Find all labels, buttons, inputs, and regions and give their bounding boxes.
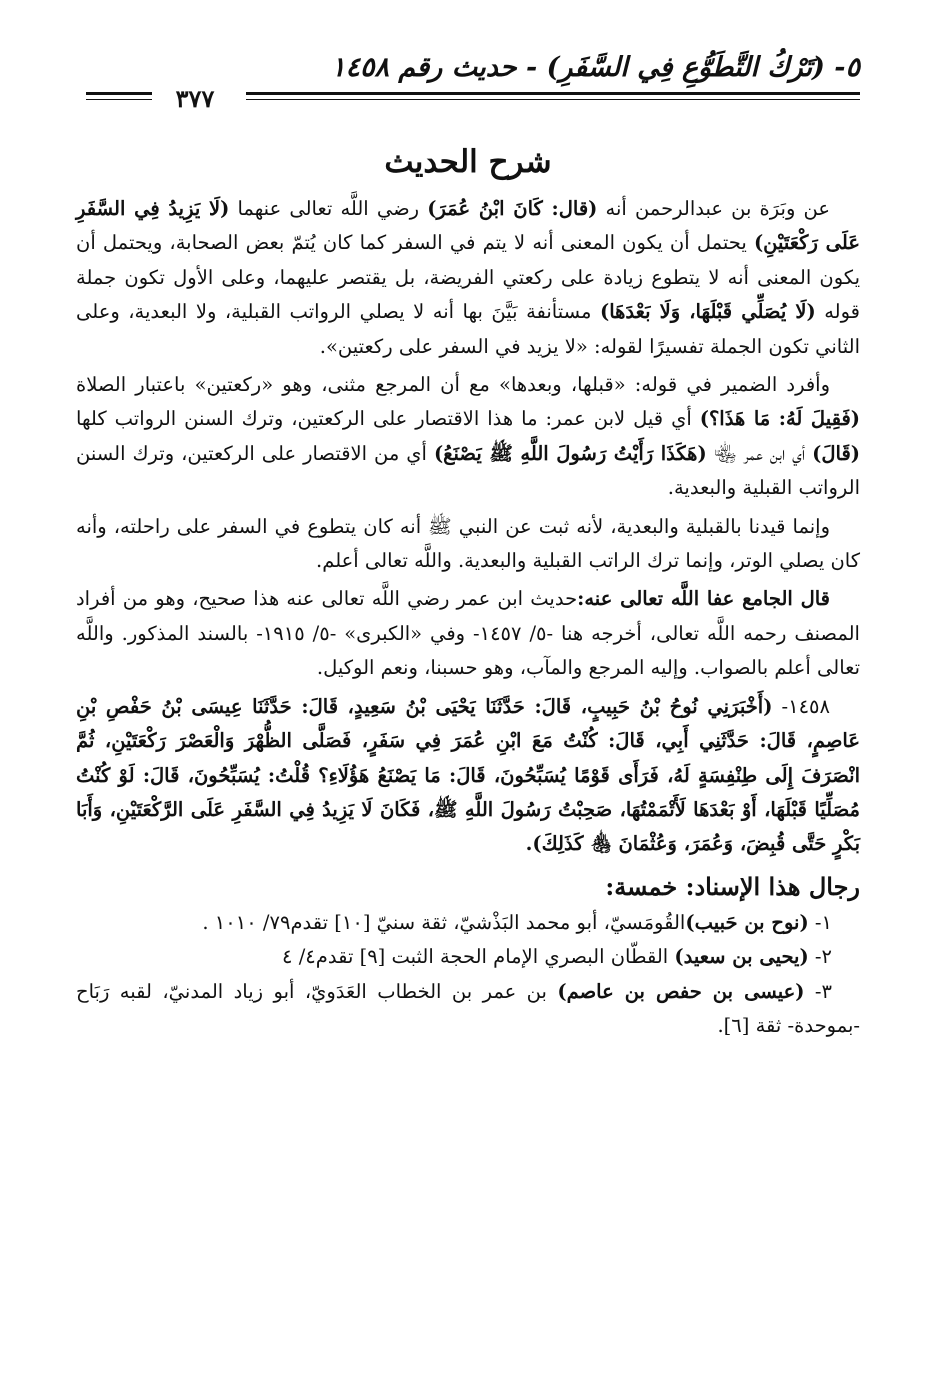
commentary-paragraph-3: وإنما قيدنا بالقبلية والبعدية، لأنه ثبت عن النبي ﷺ أنه كان يتطوع في السفر على راحلته، وأنه كان يصلي الوتر، وإنما ترك الراتب القبلية والبعدية. واللَّه تعالى أعلم. [76,514,860,573]
commentary-paragraph-1 [76,192,860,364]
narrator-details: القُومَسيّ، أبو محمد البَذْشيّ، ثقة سنيّ [١٠] تقدم٧٩/ ١٠١٠ . [202,910,686,934]
narrator-details: القطّان البصري الإمام الحجة الثبت [٩] تقدم٤/ ٤ [282,945,675,969]
p2-quote-2: (قَالَ) [812,441,860,465]
header-rule-left [86,92,152,95]
p2-text-2: أي قيل لابن عمر: ما هذا الاقتصار على الركعتين، وترك السنن الرواتب كلها [76,407,700,431]
hadith-paragraph [76,690,860,862]
hadith-number: ١٤٥٨- [772,694,830,718]
commentary-paragraph-2 [76,368,860,506]
narrator-item [76,975,860,1044]
p1-quote-3: (لَا يُصَلِّي قَبْلَهَا، وَلَا بَعْدَهَا) [599,300,816,324]
section-title: شرح الحديث [384,144,552,180]
p1-text-1: عن وبَرَة بن عبدالرحمن أنه [597,197,830,220]
p1-text-3: يحتمل أن يكون المعنى أنه لا يتم في السفر كما كان يُتمّ بعض الصحابة، ويحتمل أن يكون المعنى أنه لا يتطوع زيادة على ركعتي الفريضة، بل يقتصر عليهما، وعلى الأول تكون جملة قوله [76,231,860,324]
running-header-title: ٥- (تَرْكُ التَّطَوُّعِ فِي السَّفَرِ) - حديث رقم ١٤٥٨ [330,52,860,83]
author-note-lead: قال الجامع عفا اللَّه تعالى عنه: [577,587,830,611]
hadith-text: (أَخْبَرَنِي نُوحُ بْنُ حَبِيبٍ، قَالَ: حَدَّثَنَا يَحْيَى بْنُ سَعِيدٍ، قَالَ: حَدَّثَنَا عِيسَى بْنُ حَفْصِ بْنِ عَاصِمٍ، قَالَ: حَدَّثَنِي أَبِي، قَالَ: كُنْتُ مَعَ ابْنِ عُمَرَ فِي سَفَرٍ، فَصَلَّى الظُّهْرَ وَالْعَصْرَ رَكْعَتَيْنِ، ثُمَّ انْصَرَفَ إِلَى طِنْفِسَةٍ لَهُ، فَرَأَى قَوْمًا يُسَبِّحُونَ، قَالَ: مَا يَصْنَعُ هَؤُلَاءِ؟ قُلْتُ: يُسَبِّحُونَ، قَالَ: لَوْ كُنْتُ مُصَلِّيًا قَبْلَهَا، أَوْ بَعْدَهَا لَأَتْمَمْتُهَا، صَحِبْتُ رَسُولَ اللَّهِ ﷺ، فَكَانَ لَا يَزِيدُ فِي السَّفَرِ عَلَى الرَّكْعَتَيْنِ، وَأَبَا بَكْرٍ حَتَّى قُبِضَ، وَعُمَرَ، وَعُثْمَانَ ﵃ كَذَلِكَ). [76,694,860,856]
narrator-item [76,906,860,940]
header-rule-right-thin [246,99,860,100]
p1-quote-1: (قال: كَانَ ابْنُ عُمَرَ) [427,197,598,220]
p1-text-4: مستأنفة بَيَّنَ بها أنه لا يصلي الرواتب القبلية، ولا البعدية، وعلى الثاني تكون الجملة تفسيرًا لقوله: «لا يزيد في السفر على ركعتين». [76,300,860,358]
narrators-list [76,906,860,1044]
header-rule-left-thin [86,99,152,100]
narrator-item [76,940,860,974]
narrator-details: بن عمر بن الخطاب العَدَويّ، أبو زياد المدنيّ، لقبه رَبَاح -بموحدة- ثقة [٦]. [76,979,860,1037]
p1-quote-2: (لَا يَزِيدُ فِي السَّفَرِ عَلَى رَكْعَتَيْنِ) [76,197,860,255]
narrator-name: (عيسى بن حفص بن عاصم) [557,979,805,1003]
narrator-number: ٢- [808,945,832,969]
narrators-title: رجال هذا الإسناد: خمسة: [605,871,860,901]
narrator-name: (نوح بن حَبيب) [685,910,809,934]
p2-text-1: وأفرد الضمير في قوله: «قبلها، وبعدها» مع أن المرجع مثنى، وهو «ركعتين» باعتبار الصلاة [76,373,830,397]
narrator-name: (يحيى بن سعيد) [674,945,809,969]
header-rule-right [246,92,860,95]
narrator-number: ٣- [804,979,832,1003]
p2-quote-1: (فَقِيلَ لَهُ: مَا هَذَا؟) [699,407,860,431]
page-body [76,192,860,1043]
page-number: ٣٧٧ [175,84,215,113]
p1-text-2: رضي اللَّه تعالى عنهما [229,197,428,220]
p2-quote-3: (هَكَذَا رَأَيْتُ رَسُولَ اللَّهِ ﷺ يَصْنَعُ) [433,441,707,465]
p2-text-3: أي ابن عمر ﵄ [706,441,813,465]
narrator-number: ١- [808,910,832,934]
author-note-paragraph [76,582,860,685]
author-note-text: حديث ابن عمر رضي اللَّه تعالى عنه هذا صحيح، وهو من أفراد المصنف رحمه اللَّه تعالى، أخرجه هنا -٥/ ١٤٥٧- وفي «الكبرى» -٥/ ١٩١٥- بالسند المذكور. واللَّه تعالى أعلم بالصواب. وإليه المرجع والمآب، وهو حسبنا، ونعم الوكيل. [76,587,860,680]
p2-text-4: أي من الاقتصار على الركعتين، وترك السنن الرواتب القبلية والبعدية. [76,441,860,500]
